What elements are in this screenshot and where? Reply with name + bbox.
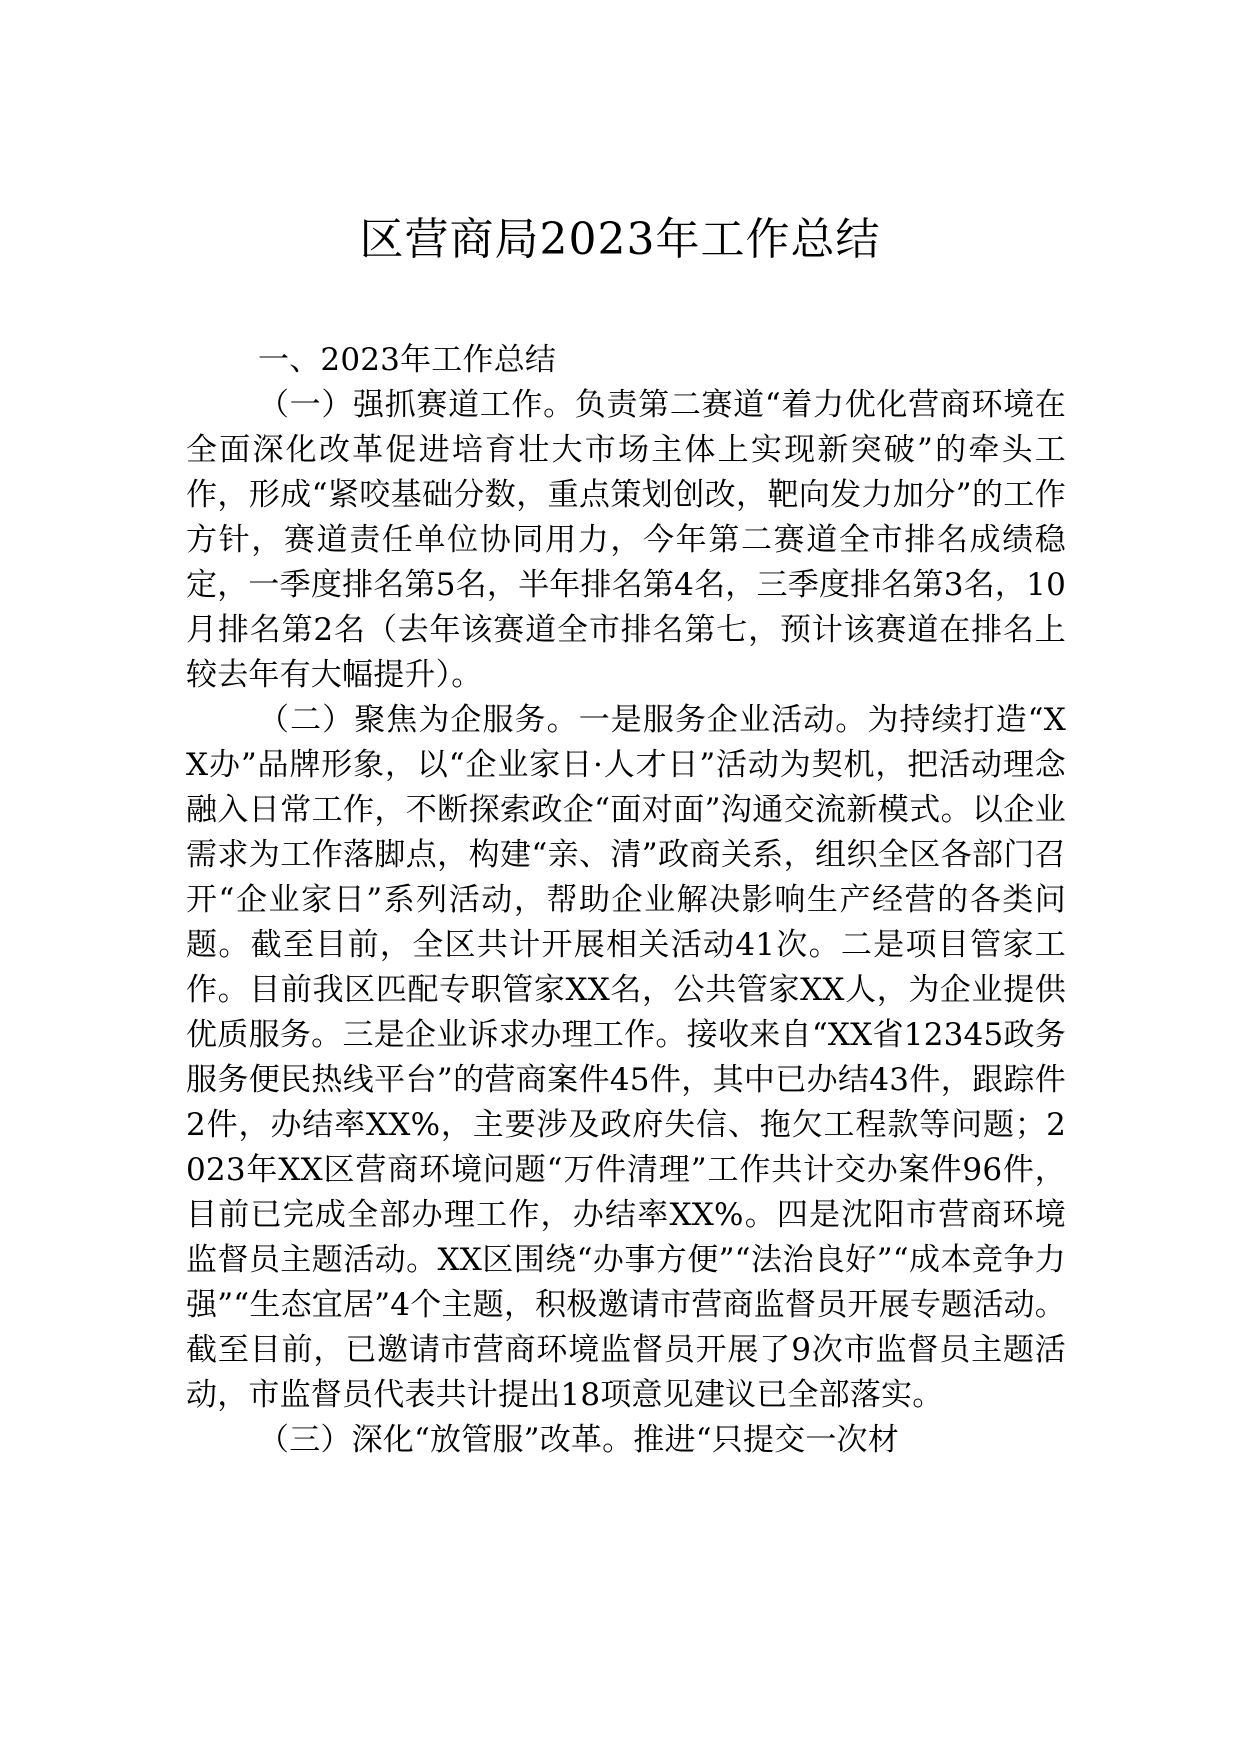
paragraph: （二）聚焦为企服务。一是服务企业活动。为持续打造“XX办”品牌形象，以“企业家日·人才日”活动为契机，把活动理念融入日常工作，不断探索政企“面对面”沟通交流新模式。以企业需求为工作落脚点，构建“亲、清”政商关系，组织全区各部门召开“企业家日”系列活动，帮助企业解决影响生产经营的各类问题。截至目前，全区共计开展相关活动41次。二是项目管家工作。目前我区匹配专职管家XX名，公共管家XX人，为企业提供优质服务。三是企业诉求办理工作。接收来自“XX省12345政务服务便民热线平台”的营商案件45件，其中已办结43件，跟踪件2件，办结率XX%，主要涉及政府失信、拖欠工程款等问题；2023年XX区营商环境问题“万件清理”工作共计交办案件96件，目前已完成全部办理工作，办结率XX%。四是沈阳市营商环境监督员主题活动。XX区围绕“办事方便”“法治良好”“成本竞争力强”“生态宜居”4个主题，积极邀请市营商监督员开展专题活动。截至目前，已邀请市营商环境监督员开展了9次市监督员主题活动，市监督员代表共计提出18项意见建议已全部落实。 (186, 702, 1066, 1413)
paragraph: （三）深化“放管服”改革。推进“只提交一次材 (258, 1422, 899, 1458)
document-title: 区营商局2023年工作总结 (359, 214, 881, 265)
paragraph: （一）强抓赛道工作。负责第二赛道“着力优化营商环境在全面深化改革促进培育壮大市场主体上实现新突破”的牵头工作，形成“紧咬基础分数，重点策划创改，靶向发力加分”的工作方针，赛道责任单位协同用力，今年第二赛道全市排名成绩稳定，一季度排名第5名，半年排名第4名，三季度排名第3名，10月排名第2名（去年该赛道全市排名第七，预计该赛道在排名上较去年有大幅提升）。 (186, 387, 1066, 693)
section-heading: 一、2023年工作总结 (258, 342, 557, 378)
document-body (186, 338, 1066, 1463)
